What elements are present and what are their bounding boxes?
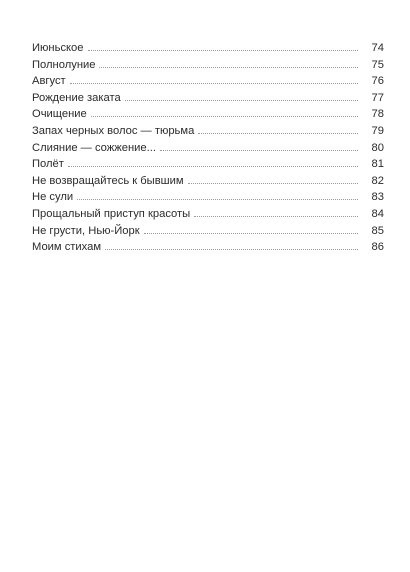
toc-entry-page: 80: [371, 141, 384, 154]
toc-entry-page: 75: [371, 58, 384, 71]
dot-leader: [198, 132, 358, 134]
dot-leader: [194, 215, 358, 217]
toc-entry-title: Слияние — сожжение...: [32, 141, 156, 154]
toc-entry-title: Не сули: [32, 191, 74, 204]
toc-entry: [32, 189, 384, 206]
toc-entry-title: Запах черных волос — тюрьма: [32, 124, 195, 137]
toc-entry-title: Полёт: [32, 158, 64, 171]
table-of-contents: [32, 40, 384, 256]
toc-entry-page: 82: [371, 174, 384, 187]
toc-entry: [32, 106, 384, 123]
dot-leader: [77, 198, 358, 200]
toc-entry: [32, 140, 384, 157]
toc-entry-page: 86: [371, 241, 384, 254]
toc-entry-page: 76: [371, 75, 384, 88]
toc-entry-title: Очищение: [32, 108, 87, 121]
dot-leader: [125, 99, 358, 101]
toc-entry-title: Не грусти, Нью-Йорк: [32, 224, 140, 237]
toc-entry: [32, 57, 384, 74]
toc-entry-page: 85: [371, 224, 384, 237]
dot-leader: [99, 66, 358, 68]
toc-entry: [32, 223, 384, 240]
toc-entry-page: 78: [371, 108, 384, 121]
toc-entry-page: 77: [371, 91, 384, 104]
toc-entry: [32, 239, 384, 256]
toc-entry-title: Июньское: [32, 42, 84, 54]
dot-leader: [68, 165, 358, 167]
dot-leader: [144, 232, 358, 234]
toc-entry: [32, 123, 384, 140]
toc-entry-page: 79: [371, 124, 384, 137]
toc-entry-page: 83: [371, 191, 384, 204]
toc-entry: [32, 73, 384, 90]
toc-entry-page: 74: [371, 42, 384, 54]
toc-entry: [32, 206, 384, 223]
toc-entry: [32, 90, 384, 107]
toc-entry-title: Моим стихам: [32, 241, 102, 254]
toc-entry-title: Рождение заката: [32, 91, 121, 104]
dot-leader: [160, 149, 358, 151]
dot-leader: [105, 248, 358, 250]
dot-leader: [88, 49, 359, 51]
toc-entry: [32, 40, 384, 57]
dot-leader: [91, 115, 358, 117]
toc-entry-page: 84: [371, 207, 384, 220]
toc-entry-title: Август: [32, 75, 66, 88]
dot-leader: [188, 182, 358, 184]
toc-entry: [32, 156, 384, 173]
toc-entry-page: 81: [371, 158, 384, 171]
dot-leader: [70, 82, 358, 84]
toc-entry-title: Не возвращайтесь к бывшим: [32, 174, 184, 187]
toc-entry: [32, 173, 384, 190]
toc-entry-title: Прощальный приступ красоты: [32, 207, 191, 220]
toc-entry-title: Полнолуние: [32, 58, 96, 71]
